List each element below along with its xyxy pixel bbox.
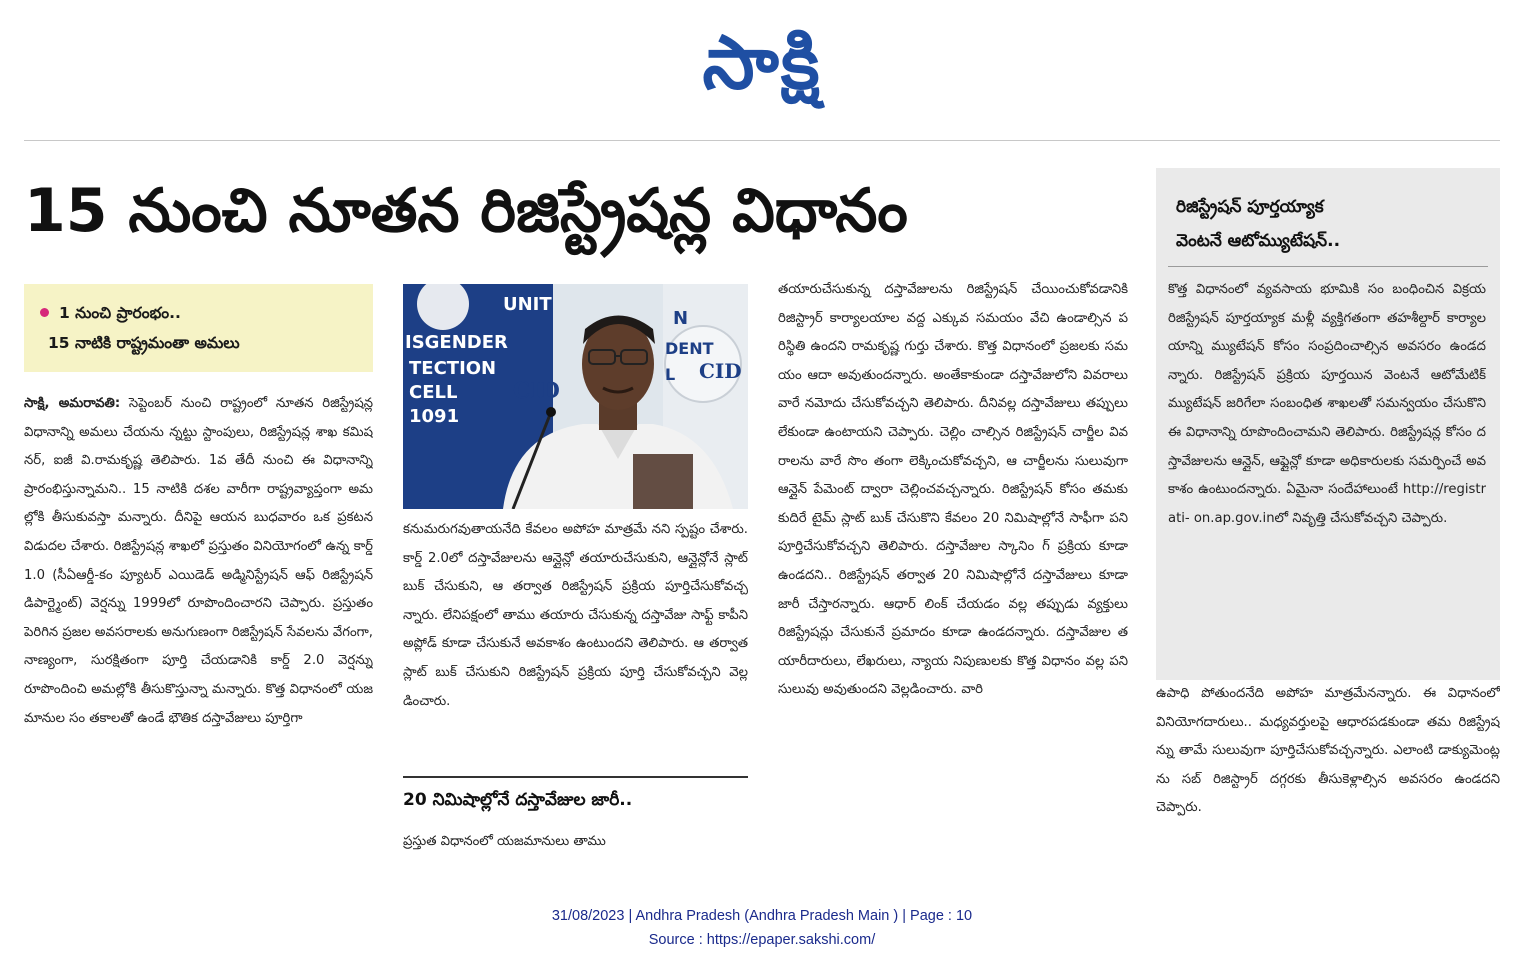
photo-text-cell: CELL: [409, 382, 458, 403]
article-subheading: [403, 776, 748, 822]
photo-text-cid-2: CID: [699, 359, 742, 383]
subdeck-line-2: 15 నాటికి రాష్ట్రమంతా అమలు: [48, 334, 240, 352]
article-subdeck: [24, 284, 373, 372]
sidebar-title-line-1: రిజిస్ట్రేషన్ పూర్తయ్యాక: [1176, 197, 1324, 217]
subheading-text: 20 నిమిషాల్లోనే దస్తావేజుల జారీ..: [403, 790, 633, 810]
subdeck-line-1: 1 నుంచి ప్రారంభం..: [48, 298, 363, 328]
footer-edition-info: 31/08/2023 | Andhra Pradesh (Andhra Pradesh Main ) | Page : 10: [551, 908, 973, 924]
column-4-text: ఉపాధి పోతుందనేది అపోహ మాత్రమేనన్నారు. ఈ విధానంలో వినియోగదారులు.. మధ్యవర్తులపై ఆధారపడకుండా తమ రిజిస్ట్రేషన్ను తామే సులువుగా పూర్తిచేసుకోవచ్చన్నారు. ఎలాంటి డాక్యుమెంట్లను సబ్ రిజిస్ట్రార్ దగ్గరకు తీసుకెళ్లాల్సిన అవసరం ఉండదని చెప్పారు.: [1156, 686, 1500, 816]
photo-text-number: 1091: [409, 406, 460, 427]
masthead-divider: [24, 140, 1500, 141]
column-3-text: తయారుచేసుకున్న దస్తావేజులను రిజిస్ట్రేషన్ చేయించుకోవడానికి రిజిస్ట్రార్ కార్యాలయాల వద్ద ఎక్కువ సమయం వేచి ఉండాల్సిన పరిస్థితి ఉందని రామకృష్ణ గుర్తు చేశారు. కొత్త విధానంలో ప్రజలకు సమయం ఆదా అవుతుందన్నారు. అంతేకాకుండా దస్తావేజులోని వివరాలు వారే నమోదు చేసుకోవచ్చని తెలిపారు. దీనివల్ల దస్తావేజులు తప్పులు లేకుండా ఉంటాయని చెప్పారు. చెల్లిం చాల్సిన రిజిస్ట్రేషన్ చార్జీల వివరాలను వారే సొం తంగా లెక్కించుకోవచ్చని, ఆ చార్జీలను సులువుగా ఆన్లైన్ పేమెంట్ ద్వారా చెల్లించవచ్చన్నారు. రిజిస్ట్రేషన్ కోసం తమకు కుదిరే టైమ్ స్లాట్ బుక్ చేసుకొని కేవలం 20 నిమిషాల్లోనే సాఫీగా పని పూర్తిచేసుకోవచ్చని తెలిపారు. దస్తావేజుల స్కానిం గ్ ప్రక్రియ కూడా ఉండదని.. రిజిస్ట్రేషన్ తర్వాత 20 నిమిషాల్లోనే దస్తావేజులు కూడా జారీ చేస్తారన్నారు. ఆధార్ లింక్ చేయడం వల్ల తప్పుడు వ్యక్తులు రిజిస్ట్రేషన్లు చేసుకునే ప్రమాదం కూడా ఉండదన్నారు. దస్తావేజుల తయారీదారులు, లేఖరులు, న్యాయ నిపుణులకు కొత్త విధానం వల్ల పని సులువు అవుతుందని వెల్లడించారు. వారి: [778, 282, 1128, 698]
bullet-icon: [40, 308, 49, 317]
article-photo: [403, 284, 748, 509]
sidebar-divider: [1168, 266, 1488, 267]
sakshi-logo: సాక్షి: [702, 20, 822, 106]
photo-text-cid-1: CID: [513, 378, 560, 404]
article-column-2-continued: [403, 828, 748, 858]
column-2-continued-text: ప్రస్తుత విధానంలో యజమానులు తాము: [403, 834, 606, 849]
sidebar-title: [1176, 190, 1486, 258]
footer-source: Source : https://epaper.sakshi.com/: [648, 932, 876, 948]
dateline: సాక్షి, అమరావతి:: [24, 396, 121, 411]
article-column-3: [778, 276, 1128, 860]
photo-text-gender: ISGENDER: [405, 332, 508, 353]
photo-text-n: N: [673, 308, 689, 329]
article-column-2: [403, 516, 748, 772]
article-column-4: [1156, 680, 1500, 860]
photo-text-unit: UNIT: [503, 294, 552, 315]
photo-text-l: L: [665, 365, 676, 384]
page-footer: [0, 904, 1524, 952]
photo-text-dent: DENT: [665, 339, 714, 358]
article-headline: 15 నుంచి నూతన రిజిస్ట్రేషన్ల విధానం: [24, 176, 908, 246]
sidebar-body: [1168, 276, 1486, 666]
sidebar-title-line-2: వెంటనే ఆటోమ్యుటేషన్..: [1176, 231, 1341, 251]
photo-text-protection: TECTION: [409, 358, 497, 379]
masthead: [0, 18, 1524, 108]
article-column-1: [24, 390, 373, 860]
column-2-text: కనుమరుగవుతాయనేది కేవలం అపోహ మాత్రమే నని స్పష్టం చేశారు. కార్డ్ 2.0లో దస్తావేజులను ఆన్లైన్లో తయారుచేసుకుని, ఆన్లైన్లోనే స్లాట్ బుక్ చేసుకుని, ఆ తర్వాత రిజిస్ట్రేషన్ ప్రక్రియ పూర్తిచేసుకోవచ్చన్నారు. లేనిపక్షంలో తాము తయారు చేసుకున్న దస్తావేజు సాఫ్ట్ కాపీని అప్లోడ్ కూడా చేసుకునే అవకాశం ఉంటుందని తెలిపారు. ఆ తర్వాత స్లాట్ బుక్ చేసుకుని రిజిస్ట్రేషన్ ప్రక్రియ పూర్తి చేసుకోవచ్చని వెల్లడించారు.: [403, 522, 748, 709]
sidebar-body-text: కొత్త విధానంలో వ్యవసాయ భూమికి సం బంధించిన విక్రయ రిజిస్ట్రేషన్ పూర్తయ్యాక మళ్లీ వ్యక్తిగతంగా తహశీల్దార్ కార్యాల యాన్ని మ్యుటేషన్ కోసం సంప్రదించాల్సిన అవసరం ఉండదన్నారు. రిజిస్ట్రేషన్ ప్రక్రియ పూర్తయిన వెంటనే ఆటోమేటిక్ మ్యుటేషన్ జరిగేలా సంబంధిత శాఖలతో సమన్వయం చేసుకొని ఈ విధానాన్ని రూపొందించామని తెలిపారు. రిజిస్ట్రేషన్ల కోసం దస్తావేజులను ఆన్లైన్, ఆఫ్లైన్లో కూడా అధికారులకు సమర్పించే అవకాశం ఉంటుందన్నారు. ఏమైనా సందేహాలుంటే http://registrati- on.ap.gov.inలో నివృత్తి చేసుకోవచ్చని చెప్పారు.: [1168, 282, 1486, 526]
column-1-text: సెప్టెంబర్ నుంచి రాష్ట్రంలో నూతన రిజిస్ట్రేషన్ల విధానాన్ని అమలు చేయను న్నట్టు స్టాంపులు, రిజిస్ట్రేషన్ల శాఖ కమిషనర్, ఐజీ వి.రామకృష్ణ తెలిపారు. 1వ తేదీ నుంచి ఈ విధానాన్ని ప్రారంభిస్తున్నామని.. 15 నాటికి దశల వారీగా రాష్ట్రవ్యాప్తంగా అమల్లోకి తీసుకువస్తా మన్నారు. దీనిపై ఆయన బుధవారం ఒక ప్రకటన విడుదల చేశారు. రిజిస్ట్రేషన్ల శాఖలో ప్రస్తుతం వినియోగంలో ఉన్న కార్డ్ 1.0 (సీఏఆర్డీ-కం ప్యూటర్ ఎయిడెడ్ అడ్మినిస్ట్రేషన్ ఆఫ్ రిజిస్ట్రేషన్ డిపార్ట్మెంట్) వెర్షన్ను 1999లో రూపొందించారని చెప్పారు. ప్రస్తుతం పెరిగిన ప్రజల అవసరాలకు అనుగుణంగా రిజిస్ట్రేషన్ సేవలను వేగంగా, నాణ్యంగా, సురక్షితంగా పూర్తి చేయడానికి కార్డ్ 2.0 వెర్షన్ను రూపొందించి అమల్లోకి తీసుకొస్తున్నా మన్నారు. కొత్త విధానంలో యజమానుల సం తకాలతో ఉండే భౌతిక దస్తావేజులు పూర్తిగా: [24, 396, 373, 726]
